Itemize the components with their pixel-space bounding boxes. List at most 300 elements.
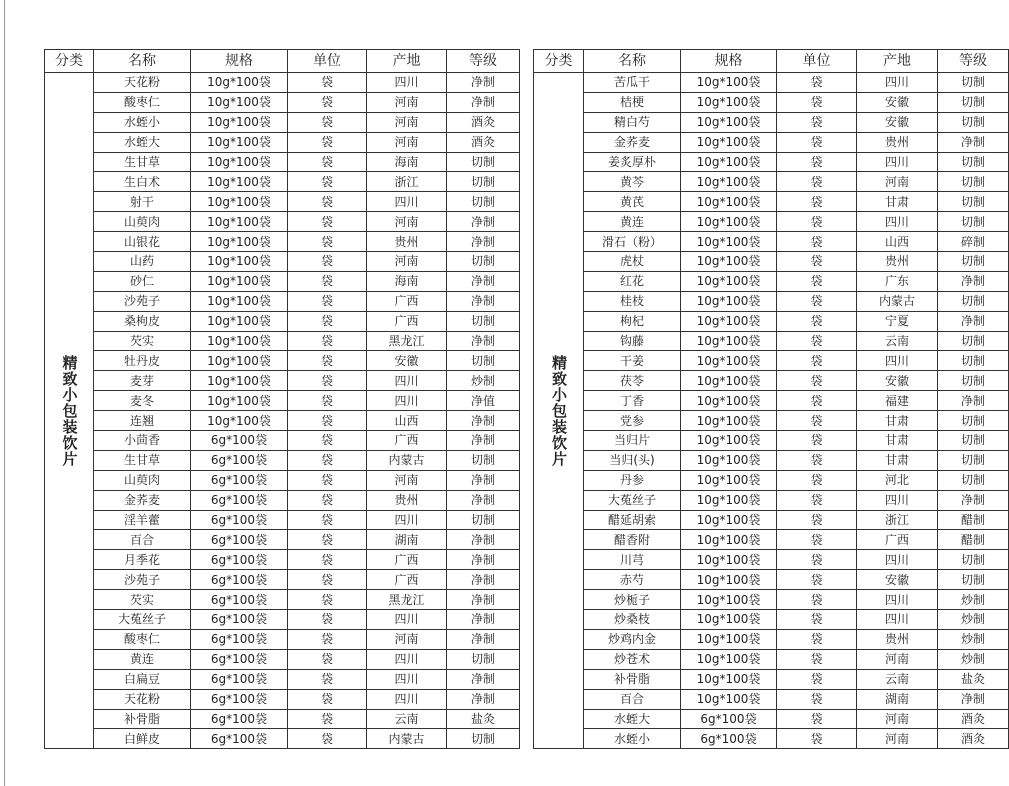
name-cell: 生甘草 bbox=[94, 450, 191, 470]
table-row bbox=[45, 311, 520, 331]
spec-cell: 10g*100袋 bbox=[191, 311, 288, 331]
grade-cell: 炒制 bbox=[938, 590, 1009, 610]
name-cell: 白鲜皮 bbox=[94, 729, 191, 749]
unit-cell: 袋 bbox=[288, 470, 367, 490]
table-row bbox=[534, 252, 1009, 272]
spec-cell: 10g*100袋 bbox=[681, 73, 777, 93]
grade-cell: 净制 bbox=[447, 689, 520, 709]
origin-cell: 河南 bbox=[857, 709, 938, 729]
spec-cell: 10g*100袋 bbox=[191, 132, 288, 152]
unit-cell: 袋 bbox=[288, 271, 367, 291]
name-cell: 连翘 bbox=[94, 411, 191, 431]
header-name: 名称 bbox=[584, 50, 681, 73]
name-cell: 川芎 bbox=[584, 550, 681, 570]
grade-cell: 切制 bbox=[938, 92, 1009, 112]
grade-cell: 净制 bbox=[447, 271, 520, 291]
table-row bbox=[45, 590, 520, 610]
spec-cell: 6g*100袋 bbox=[191, 590, 288, 610]
origin-cell: 海南 bbox=[367, 271, 447, 291]
table-row bbox=[534, 311, 1009, 331]
name-cell: 月季花 bbox=[94, 550, 191, 570]
grade-cell: 切制 bbox=[447, 152, 520, 172]
table-row bbox=[45, 232, 520, 252]
unit-cell: 袋 bbox=[288, 92, 367, 112]
unit-cell: 袋 bbox=[288, 490, 367, 510]
unit-cell: 袋 bbox=[288, 172, 367, 192]
spec-cell: 6g*100袋 bbox=[681, 729, 777, 749]
name-cell: 醋香附 bbox=[584, 530, 681, 550]
table-row bbox=[45, 570, 520, 590]
spec-cell: 10g*100袋 bbox=[681, 311, 777, 331]
unit-cell: 袋 bbox=[777, 470, 857, 490]
spec-cell: 10g*100袋 bbox=[681, 510, 777, 530]
grade-cell: 净制 bbox=[447, 411, 520, 431]
name-cell: 补骨脂 bbox=[94, 709, 191, 729]
grade-cell: 净制 bbox=[447, 570, 520, 590]
unit-cell: 袋 bbox=[777, 590, 857, 610]
table-body bbox=[534, 73, 1009, 749]
spec-cell: 10g*100袋 bbox=[191, 112, 288, 132]
origin-cell: 宁夏 bbox=[857, 311, 938, 331]
grade-cell: 切制 bbox=[447, 351, 520, 371]
name-cell: 山萸肉 bbox=[94, 212, 191, 232]
table-row bbox=[534, 232, 1009, 252]
grade-cell: 净制 bbox=[447, 232, 520, 252]
origin-cell: 山西 bbox=[367, 411, 447, 431]
origin-cell: 浙江 bbox=[857, 510, 938, 530]
header-row bbox=[534, 50, 1009, 73]
table-row bbox=[534, 689, 1009, 709]
grade-cell: 净制 bbox=[938, 490, 1009, 510]
header-row bbox=[45, 50, 520, 73]
origin-cell: 甘肃 bbox=[857, 431, 938, 451]
name-cell: 百合 bbox=[94, 530, 191, 550]
grade-cell: 净值 bbox=[447, 391, 520, 411]
origin-cell: 贵州 bbox=[367, 232, 447, 252]
unit-cell: 袋 bbox=[288, 391, 367, 411]
name-cell: 炒桑枝 bbox=[584, 610, 681, 630]
name-cell: 金荞麦 bbox=[584, 132, 681, 152]
origin-cell: 广西 bbox=[367, 550, 447, 570]
grade-cell: 切制 bbox=[938, 371, 1009, 391]
unit-cell: 袋 bbox=[777, 530, 857, 550]
grade-cell: 切制 bbox=[938, 192, 1009, 212]
grade-cell: 醋制 bbox=[938, 530, 1009, 550]
grade-cell: 炒制 bbox=[447, 371, 520, 391]
spec-cell: 10g*100袋 bbox=[191, 172, 288, 192]
spec-cell: 10g*100袋 bbox=[681, 629, 777, 649]
name-cell: 黄连 bbox=[94, 649, 191, 669]
origin-cell: 四川 bbox=[367, 610, 447, 630]
grade-cell: 酒灸 bbox=[938, 709, 1009, 729]
table-row bbox=[45, 649, 520, 669]
table-row bbox=[534, 112, 1009, 132]
origin-cell: 福建 bbox=[857, 391, 938, 411]
table-row bbox=[45, 252, 520, 272]
name-cell: 枸杞 bbox=[584, 311, 681, 331]
origin-cell: 四川 bbox=[367, 73, 447, 93]
origin-cell: 安徽 bbox=[857, 570, 938, 590]
spec-cell: 10g*100袋 bbox=[681, 411, 777, 431]
grade-cell: 净制 bbox=[447, 291, 520, 311]
spec-cell: 10g*100袋 bbox=[191, 291, 288, 311]
origin-cell: 广东 bbox=[857, 271, 938, 291]
table-row bbox=[534, 570, 1009, 590]
header-spec: 规格 bbox=[191, 50, 288, 73]
unit-cell: 袋 bbox=[777, 112, 857, 132]
unit-cell: 袋 bbox=[288, 331, 367, 351]
unit-cell: 袋 bbox=[777, 669, 857, 689]
spec-cell: 6g*100袋 bbox=[191, 470, 288, 490]
name-cell: 大菟丝子 bbox=[584, 490, 681, 510]
name-cell: 钩藤 bbox=[584, 331, 681, 351]
unit-cell: 袋 bbox=[288, 450, 367, 470]
table-row bbox=[45, 391, 520, 411]
grade-cell: 切制 bbox=[938, 331, 1009, 351]
header-unit: 单位 bbox=[288, 50, 367, 73]
unit-cell: 袋 bbox=[777, 252, 857, 272]
grade-cell: 切制 bbox=[938, 73, 1009, 93]
table-body bbox=[45, 73, 520, 749]
spec-cell: 10g*100袋 bbox=[191, 391, 288, 411]
origin-cell: 黑龙江 bbox=[367, 331, 447, 351]
table-row bbox=[534, 610, 1009, 630]
unit-cell: 袋 bbox=[288, 252, 367, 272]
unit-cell: 袋 bbox=[777, 411, 857, 431]
unit-cell: 袋 bbox=[777, 192, 857, 212]
table-row bbox=[45, 709, 520, 729]
spec-cell: 10g*100袋 bbox=[681, 669, 777, 689]
origin-cell: 云南 bbox=[857, 331, 938, 351]
spec-cell: 6g*100袋 bbox=[191, 490, 288, 510]
unit-cell: 袋 bbox=[288, 132, 367, 152]
origin-cell: 广西 bbox=[857, 530, 938, 550]
table-row bbox=[534, 649, 1009, 669]
category-cell bbox=[534, 73, 584, 749]
name-cell: 天花粉 bbox=[94, 73, 191, 93]
origin-cell: 山西 bbox=[857, 232, 938, 252]
grade-cell: 净制 bbox=[447, 530, 520, 550]
spec-cell: 6g*100袋 bbox=[191, 570, 288, 590]
table-row bbox=[534, 132, 1009, 152]
name-cell: 砂仁 bbox=[94, 271, 191, 291]
origin-cell: 河南 bbox=[367, 112, 447, 132]
spec-cell: 10g*100袋 bbox=[681, 490, 777, 510]
table-row bbox=[534, 431, 1009, 451]
origin-cell: 河南 bbox=[367, 252, 447, 272]
grade-cell: 切制 bbox=[447, 192, 520, 212]
name-cell: 炒栀子 bbox=[584, 590, 681, 610]
grade-cell: 净制 bbox=[447, 92, 520, 112]
table-row bbox=[534, 212, 1009, 232]
name-cell: 生白术 bbox=[94, 172, 191, 192]
grade-cell: 净制 bbox=[447, 470, 520, 490]
name-cell: 苦瓜干 bbox=[584, 73, 681, 93]
name-cell: 生甘草 bbox=[94, 152, 191, 172]
left-product-table bbox=[44, 49, 520, 749]
grade-cell: 净制 bbox=[938, 132, 1009, 152]
origin-cell: 四川 bbox=[857, 590, 938, 610]
name-cell: 当归片 bbox=[584, 431, 681, 451]
unit-cell: 袋 bbox=[288, 530, 367, 550]
grade-cell: 切制 bbox=[938, 431, 1009, 451]
origin-cell: 河南 bbox=[367, 629, 447, 649]
name-cell: 党参 bbox=[584, 411, 681, 431]
unit-cell: 袋 bbox=[777, 331, 857, 351]
header-category: 分类 bbox=[534, 50, 584, 73]
name-cell: 桑枸皮 bbox=[94, 311, 191, 331]
table-row bbox=[534, 470, 1009, 490]
name-cell: 水蛭大 bbox=[584, 709, 681, 729]
origin-cell: 四川 bbox=[857, 490, 938, 510]
grade-cell: 净制 bbox=[447, 610, 520, 630]
spec-cell: 10g*100袋 bbox=[191, 73, 288, 93]
origin-cell: 广西 bbox=[367, 311, 447, 331]
unit-cell: 袋 bbox=[777, 610, 857, 630]
name-cell: 炒苍术 bbox=[584, 649, 681, 669]
spec-cell: 10g*100袋 bbox=[681, 172, 777, 192]
origin-cell: 海南 bbox=[367, 152, 447, 172]
origin-cell: 四川 bbox=[367, 510, 447, 530]
unit-cell: 袋 bbox=[777, 450, 857, 470]
spec-cell: 10g*100袋 bbox=[681, 132, 777, 152]
unit-cell: 袋 bbox=[777, 550, 857, 570]
name-cell: 补骨脂 bbox=[584, 669, 681, 689]
table-row bbox=[45, 610, 520, 630]
unit-cell: 袋 bbox=[288, 570, 367, 590]
origin-cell: 安徽 bbox=[857, 92, 938, 112]
name-cell: 天花粉 bbox=[94, 689, 191, 709]
table-row bbox=[45, 212, 520, 232]
table-row bbox=[534, 152, 1009, 172]
unit-cell: 袋 bbox=[288, 669, 367, 689]
name-cell: 芡实 bbox=[94, 590, 191, 610]
table-row bbox=[45, 510, 520, 530]
name-cell: 丹参 bbox=[584, 470, 681, 490]
spec-cell: 10g*100袋 bbox=[191, 371, 288, 391]
unit-cell: 袋 bbox=[777, 311, 857, 331]
grade-cell: 净制 bbox=[938, 311, 1009, 331]
grade-cell: 切制 bbox=[938, 550, 1009, 570]
spec-cell: 10g*100袋 bbox=[681, 649, 777, 669]
table-row bbox=[534, 450, 1009, 470]
name-cell: 黄芩 bbox=[584, 172, 681, 192]
table-row bbox=[534, 351, 1009, 371]
table-row bbox=[534, 192, 1009, 212]
unit-cell: 袋 bbox=[288, 729, 367, 749]
origin-cell: 河南 bbox=[857, 172, 938, 192]
origin-cell: 四川 bbox=[857, 351, 938, 371]
spec-cell: 10g*100袋 bbox=[681, 252, 777, 272]
spec-cell: 10g*100袋 bbox=[681, 92, 777, 112]
table-row bbox=[534, 331, 1009, 351]
spec-cell: 10g*100袋 bbox=[681, 689, 777, 709]
unit-cell: 袋 bbox=[288, 311, 367, 331]
unit-cell: 袋 bbox=[777, 629, 857, 649]
table-row bbox=[534, 709, 1009, 729]
table-row bbox=[45, 132, 520, 152]
origin-cell: 河南 bbox=[857, 729, 938, 749]
origin-cell: 四川 bbox=[857, 152, 938, 172]
grade-cell: 净制 bbox=[447, 212, 520, 232]
origin-cell: 河南 bbox=[367, 92, 447, 112]
origin-cell: 安徽 bbox=[367, 351, 447, 371]
spec-cell: 6g*100袋 bbox=[191, 629, 288, 649]
unit-cell: 袋 bbox=[288, 610, 367, 630]
origin-cell: 四川 bbox=[857, 550, 938, 570]
spec-cell: 6g*100袋 bbox=[191, 729, 288, 749]
grade-cell: 切制 bbox=[447, 450, 520, 470]
grade-cell: 切制 bbox=[938, 152, 1009, 172]
grade-cell: 净制 bbox=[447, 331, 520, 351]
origin-cell: 云南 bbox=[367, 709, 447, 729]
unit-cell: 袋 bbox=[777, 92, 857, 112]
spec-cell: 10g*100袋 bbox=[191, 351, 288, 371]
name-cell: 赤芍 bbox=[584, 570, 681, 590]
spec-cell: 6g*100袋 bbox=[191, 510, 288, 530]
header-grade: 等级 bbox=[447, 50, 520, 73]
table-row bbox=[534, 411, 1009, 431]
spec-cell: 6g*100袋 bbox=[191, 689, 288, 709]
page-frame-left-border bbox=[4, 0, 5, 786]
grade-cell: 切制 bbox=[447, 649, 520, 669]
origin-cell: 四川 bbox=[857, 610, 938, 630]
name-cell: 滑石（粉） bbox=[584, 232, 681, 252]
name-cell: 红花 bbox=[584, 271, 681, 291]
name-cell: 水蛭小 bbox=[584, 729, 681, 749]
origin-cell: 四川 bbox=[367, 391, 447, 411]
header-name: 名称 bbox=[94, 50, 191, 73]
grade-cell: 切制 bbox=[447, 311, 520, 331]
origin-cell: 四川 bbox=[857, 73, 938, 93]
spec-cell: 6g*100袋 bbox=[191, 450, 288, 470]
grade-cell: 切制 bbox=[938, 212, 1009, 232]
name-cell: 芡实 bbox=[94, 331, 191, 351]
unit-cell: 袋 bbox=[288, 212, 367, 232]
origin-cell: 湖南 bbox=[857, 689, 938, 709]
grade-cell: 酒灸 bbox=[447, 132, 520, 152]
spec-cell: 10g*100袋 bbox=[681, 112, 777, 132]
name-cell: 茯苓 bbox=[584, 371, 681, 391]
spec-cell: 10g*100袋 bbox=[681, 391, 777, 411]
origin-cell: 甘肃 bbox=[857, 411, 938, 431]
unit-cell: 袋 bbox=[288, 291, 367, 311]
unit-cell: 袋 bbox=[288, 689, 367, 709]
unit-cell: 袋 bbox=[777, 351, 857, 371]
origin-cell: 四川 bbox=[367, 689, 447, 709]
origin-cell: 黑龙江 bbox=[367, 590, 447, 610]
table-row bbox=[45, 629, 520, 649]
spec-cell: 10g*100袋 bbox=[681, 152, 777, 172]
table-row bbox=[45, 470, 520, 490]
header-grade: 等级 bbox=[938, 50, 1009, 73]
unit-cell: 袋 bbox=[777, 709, 857, 729]
unit-cell: 袋 bbox=[777, 371, 857, 391]
grade-cell: 切制 bbox=[938, 411, 1009, 431]
grade-cell: 切制 bbox=[447, 510, 520, 530]
grade-cell: 净制 bbox=[447, 669, 520, 689]
origin-cell: 广西 bbox=[367, 431, 447, 451]
grade-cell: 净制 bbox=[447, 73, 520, 93]
name-cell: 牡丹皮 bbox=[94, 351, 191, 371]
grade-cell: 净制 bbox=[938, 689, 1009, 709]
table-row bbox=[45, 490, 520, 510]
name-cell: 酸枣仁 bbox=[94, 92, 191, 112]
table-row bbox=[45, 431, 520, 451]
origin-cell: 内蒙古 bbox=[857, 291, 938, 311]
category-label: 精致小包装饮片 bbox=[550, 354, 568, 467]
spec-cell: 10g*100袋 bbox=[191, 331, 288, 351]
table-row bbox=[45, 450, 520, 470]
spec-cell: 6g*100袋 bbox=[191, 550, 288, 570]
spec-cell: 10g*100袋 bbox=[681, 450, 777, 470]
grade-cell: 切制 bbox=[938, 470, 1009, 490]
name-cell: 淫羊藿 bbox=[94, 510, 191, 530]
table-row bbox=[534, 669, 1009, 689]
table-row bbox=[534, 550, 1009, 570]
unit-cell: 袋 bbox=[288, 232, 367, 252]
spec-cell: 10g*100袋 bbox=[681, 470, 777, 490]
table-row bbox=[534, 172, 1009, 192]
table-row bbox=[45, 729, 520, 749]
origin-cell: 贵州 bbox=[367, 490, 447, 510]
grade-cell: 净制 bbox=[938, 271, 1009, 291]
origin-cell: 安徽 bbox=[857, 112, 938, 132]
table-row bbox=[45, 112, 520, 132]
spec-cell: 10g*100袋 bbox=[681, 212, 777, 232]
spec-cell: 6g*100袋 bbox=[191, 610, 288, 630]
grade-cell: 酒灸 bbox=[447, 112, 520, 132]
spec-cell: 10g*100袋 bbox=[681, 271, 777, 291]
spec-cell: 10g*100袋 bbox=[191, 192, 288, 212]
unit-cell: 袋 bbox=[288, 629, 367, 649]
unit-cell: 袋 bbox=[288, 590, 367, 610]
table-row bbox=[534, 391, 1009, 411]
header-origin: 产地 bbox=[367, 50, 447, 73]
spec-cell: 10g*100袋 bbox=[681, 431, 777, 451]
origin-cell: 贵州 bbox=[857, 252, 938, 272]
spec-cell: 10g*100袋 bbox=[191, 411, 288, 431]
spec-cell: 10g*100袋 bbox=[681, 570, 777, 590]
origin-cell: 甘肃 bbox=[857, 450, 938, 470]
grade-cell: 净制 bbox=[447, 629, 520, 649]
spec-cell: 10g*100袋 bbox=[191, 271, 288, 291]
unit-cell: 袋 bbox=[288, 112, 367, 132]
unit-cell: 袋 bbox=[777, 232, 857, 252]
unit-cell: 袋 bbox=[777, 689, 857, 709]
name-cell: 大菟丝子 bbox=[94, 610, 191, 630]
spec-cell: 10g*100袋 bbox=[681, 232, 777, 252]
name-cell: 麦芽 bbox=[94, 371, 191, 391]
grade-cell: 盐灸 bbox=[447, 709, 520, 729]
name-cell: 黄连 bbox=[584, 212, 681, 232]
origin-cell: 四川 bbox=[367, 192, 447, 212]
header-spec: 规格 bbox=[681, 50, 777, 73]
spec-cell: 6g*100袋 bbox=[191, 709, 288, 729]
name-cell: 虎杖 bbox=[584, 252, 681, 272]
origin-cell: 湖南 bbox=[367, 530, 447, 550]
spec-cell: 6g*100袋 bbox=[191, 649, 288, 669]
spec-cell: 10g*100袋 bbox=[191, 232, 288, 252]
unit-cell: 袋 bbox=[777, 649, 857, 669]
table-row bbox=[534, 530, 1009, 550]
name-cell: 丁香 bbox=[584, 391, 681, 411]
right-product-table bbox=[533, 49, 1009, 749]
grade-cell: 净制 bbox=[938, 391, 1009, 411]
grade-cell: 净制 bbox=[447, 431, 520, 451]
unit-cell: 袋 bbox=[288, 510, 367, 530]
origin-cell: 广西 bbox=[367, 570, 447, 590]
